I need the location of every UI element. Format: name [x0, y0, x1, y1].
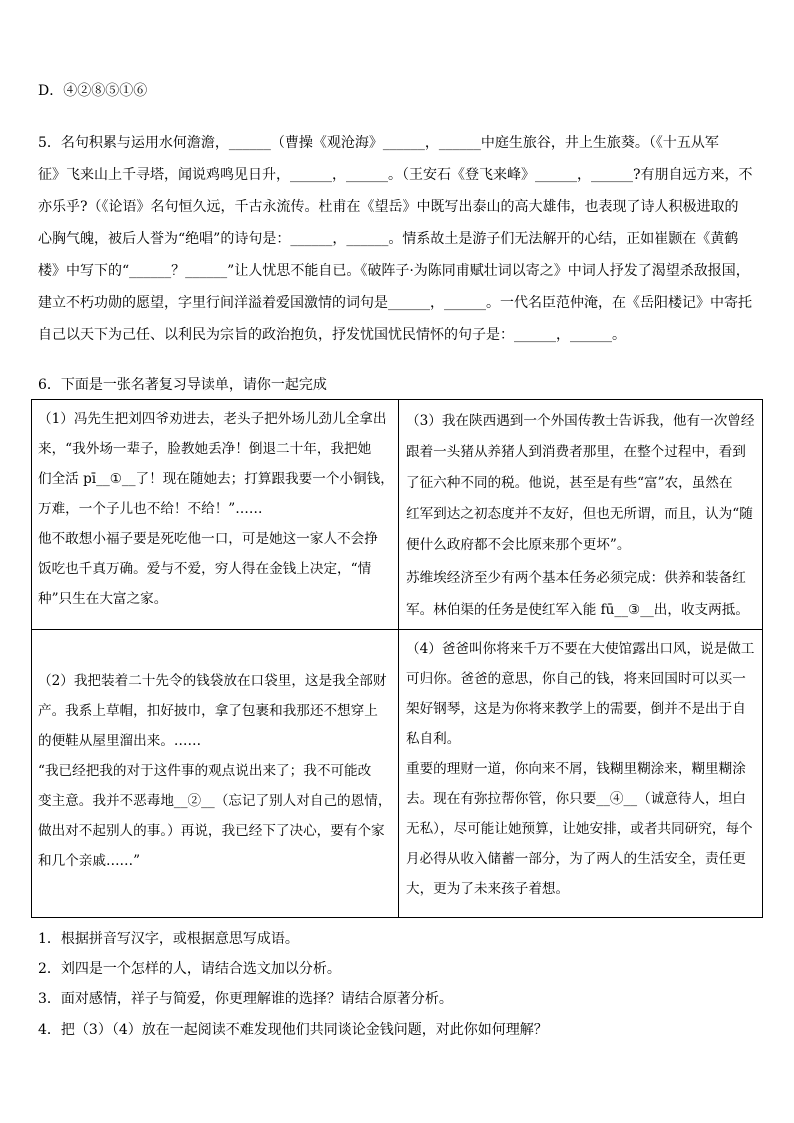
sub-question-1: 1．根据拼音写汉字，或根据意思写成语。 [38, 931, 299, 947]
cell-line: 饭吃也千真万确。爱与不爱，穷人得在金钱上决定，“情 [38, 561, 372, 577]
cell-line: 他不敢想小福子要是死吃他一口，可是她这一家人不会挣 [38, 531, 378, 547]
cell-line: 变主意。我并不恶毒地__②__（忘记了别人对自己的恩情， [38, 793, 392, 809]
question-6-title: 6．下面是一张名著复习导读单，请你一起完成 [38, 377, 327, 393]
q5-line: 5．名句积累与运用水何澹澹，______（曹操《观沧海》______，______中庭生旅谷，井上生旅葵。（《十五从军 [38, 135, 719, 151]
cell-line: 产。我系上草帽，扣好披巾，拿了包裹和我那还不想穿上 [38, 703, 378, 719]
reading-guide-table [31, 399, 763, 918]
cell-line: 了征六种不同的税。他说，甚至是有些“富”农，虽然在 [406, 475, 733, 491]
answer-option-d: D．④②⑧⑤①⑥ [38, 83, 148, 99]
cell-line: 去。现在有弥拉帮你管，你只要__④__（诚意待人，坦白 [406, 791, 746, 807]
cell-line: 无私），尽可能让她预算，让她安排，或者共同研究，每个 [406, 821, 753, 837]
cell-line: 万难，一个子儿也不给！不给！”…… [38, 501, 263, 517]
q5-line: 自己以天下为己任、以利民为宗旨的政治抱负，抒发忧国忧民情怀的句子是：______，______。 [38, 327, 626, 343]
cell-line: （4）爸爸叫你将来千万不要在大使馆露出口风，说是做工 [406, 641, 755, 657]
cell-line: 和几个亲戚……” [38, 853, 141, 869]
cell-line: “我已经把我的对于这件事的观点说出来了；我不可能改 [38, 763, 372, 779]
cell-line: （1）冯先生把刘四爷劝进去，老头子把外场儿劲儿全拿出 [38, 411, 387, 427]
cell-line: （2）我把装着二十先令的钱袋放在口袋里，这是我全部财 [38, 673, 387, 689]
cell-line: 月必得从收入储蓄一部分，为了两人的生活安全，责任更 [406, 851, 746, 867]
sub-question-4: 4．把（3）（4）放在一起阅读不难发现他们共同谈论金钱问题，对此你如何理解？ [38, 1022, 548, 1038]
cell-line: 们全活 pī__①__了！现在随她去；打算跟我要一个小铜钱， [38, 471, 394, 487]
cell-line: 苏维埃经济至少有两个基本任务必须完成：供养和装备红 [406, 570, 746, 586]
q5-line: 征》飞来山上千寻塔，闻说鸡鸣见日升，______，______。（王安石《登飞来峰》______，______?有朋自远方来，不 [38, 167, 753, 183]
q5-line: 心胸气魄，被后人誉为“绝唱”的诗句是：______，______。情系故土是游子们无法解开的心结，正如崔颢在《黄鹤 [38, 231, 739, 247]
q5-line: 楼》中写下的“______？______”让人忧思不能自已。《破阵子·为陈同甫赋壮词以寄之》中词人抒发了渴望杀敌报国， [38, 263, 750, 279]
sub-question-3: 3．面对感情，祥子与简爱，你更理解谁的选择？请结合原著分析。 [38, 991, 453, 1007]
sub-question-2: 2．刘四是一个怎样的人，请结合选文加以分析。 [38, 961, 341, 977]
q5-line: 建立不朽功勋的愿望，字里行间洋溢着爱国激情的词句是______，______。一代名臣范仲淹，在《岳阳楼记》中寄托 [38, 295, 752, 311]
cell-line: 跟着一头猪从养猪人到消费者那里，在整个过程中，看到 [406, 444, 746, 460]
cell-line: 可归你。爸爸的意思，你自己的钱，将来回国时可以买一 [406, 671, 746, 687]
cell-line: 军。林伯渠的任务是使红军入能 fū__③__出，收支两抵。 [406, 602, 749, 618]
cell-line: 种”只生在大富之家。 [38, 591, 168, 607]
cell-line: 架好钢琴，这是为你将来教学上的需要，倒并不是出于自 [406, 701, 746, 717]
cell-line: 重要的理财一道，你向来不屑，钱糊里糊涂来，糊里糊涂 [406, 761, 746, 777]
cell-line: 私自利。 [406, 731, 461, 747]
q5-line: 亦乐乎?（《论语》名句恒久远，千古永流传。杜甫在《望岳》中既写出泰山的高大雄伟，也表现了诗人积极进取的 [38, 199, 739, 215]
table-divider-horizontal [32, 629, 762, 630]
cell-line: 的便鞋从屋里溜出来。…… [38, 733, 202, 749]
cell-line: 做出对不起别人的事。）再说，我已经下了决心，要有个家 [38, 823, 385, 839]
cell-line: 便什么政府都不会比原来那个更坏”。 [406, 537, 631, 553]
cell-line: （3）我在陕西遇到一个外国传教士告诉我，他有一次曾经 [406, 413, 755, 429]
cell-line: 红军到达之初态度并不友好，但也无所谓，而且，认为“随 [406, 506, 753, 522]
cell-line: 大，更为了未来孩子着想。 [406, 881, 570, 897]
cell-line: 来，“我外场一辈子，脸教她丢净！倒退二十年，我把她 [38, 441, 372, 457]
table-divider-vertical [398, 400, 399, 917]
